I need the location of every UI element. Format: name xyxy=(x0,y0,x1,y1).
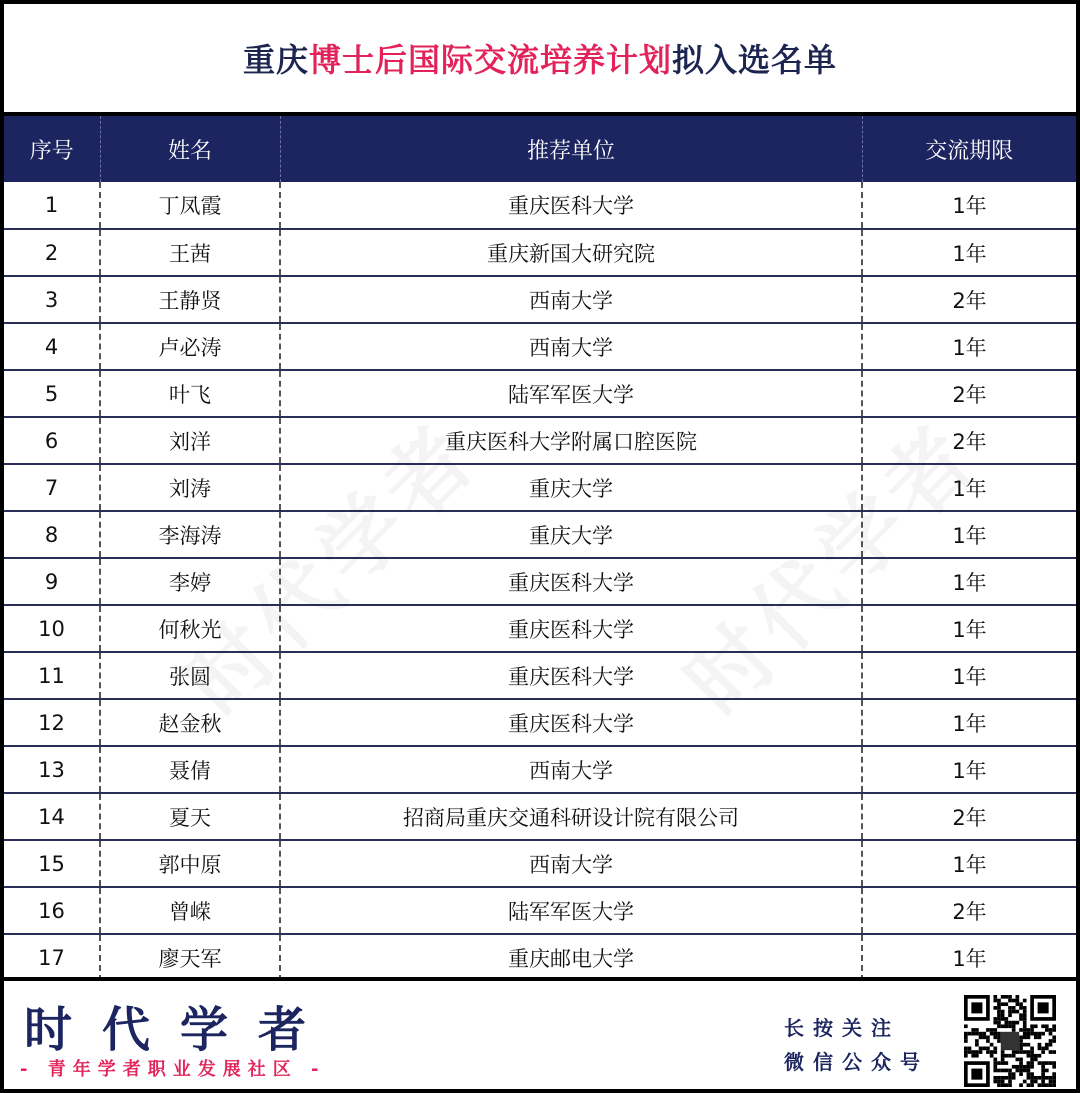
row-unit: 西南大学 xyxy=(280,323,862,370)
table-row xyxy=(4,652,1076,699)
header-unit: 推荐单位 xyxy=(280,116,862,182)
follow-prompt xyxy=(784,1011,929,1079)
row-name: 赵金秋 xyxy=(100,699,280,746)
row-name: 李海涛 xyxy=(100,511,280,558)
row-unit: 西南大学 xyxy=(280,276,862,323)
row-name: 丁凤霞 xyxy=(100,182,280,229)
row-index: 17 xyxy=(4,934,100,981)
row-index: 13 xyxy=(4,746,100,793)
brand-slogan: - 青年学者职业发展社区 - xyxy=(20,1059,326,1080)
row-unit: 招商局重庆交通科研设计院有限公司 xyxy=(280,793,862,840)
table-row xyxy=(4,370,1076,417)
table-body xyxy=(4,182,1076,981)
row-name: 叶飞 xyxy=(100,370,280,417)
row-index: 12 xyxy=(4,699,100,746)
row-duration: 1年 xyxy=(862,558,1076,605)
row-name: 何秋光 xyxy=(100,605,280,652)
table-row xyxy=(4,793,1076,840)
row-duration: 1年 xyxy=(862,511,1076,558)
row-duration: 2年 xyxy=(862,370,1076,417)
row-index: 7 xyxy=(4,464,100,511)
qr-code-icon[interactable] xyxy=(962,995,1058,1087)
header-duration: 交流期限 xyxy=(925,138,1014,164)
row-index: 15 xyxy=(4,840,100,887)
row-index: 14 xyxy=(4,793,100,840)
row-duration: 1年 xyxy=(862,840,1076,887)
table-row xyxy=(4,558,1076,605)
follow-line-2: 微信公众号 xyxy=(784,1050,929,1074)
row-duration: 1年 xyxy=(862,746,1076,793)
page-frame xyxy=(4,4,1076,1089)
row-duration: 1年 xyxy=(862,229,1076,276)
row-unit: 重庆医科大学 xyxy=(280,558,862,605)
row-name: 夏天 xyxy=(100,793,280,840)
row-duration: 1年 xyxy=(862,464,1076,511)
row-duration: 1年 xyxy=(862,652,1076,699)
row-unit: 重庆新国大研究院 xyxy=(280,229,862,276)
row-name: 张圆 xyxy=(100,652,280,699)
table-row xyxy=(4,840,1076,887)
table-row xyxy=(4,887,1076,934)
table-row xyxy=(4,934,1076,981)
row-index: 1 xyxy=(4,182,100,229)
row-index: 16 xyxy=(4,887,100,934)
row-unit: 重庆邮电大学 xyxy=(280,934,862,981)
table-row xyxy=(4,464,1076,511)
row-unit: 重庆大学 xyxy=(280,511,862,558)
row-unit: 重庆医科大学 xyxy=(280,605,862,652)
table-row xyxy=(4,276,1076,323)
table-row xyxy=(4,511,1076,558)
row-unit: 陆军军医大学 xyxy=(280,887,862,934)
title-bar xyxy=(4,4,1076,116)
footer xyxy=(4,977,1076,1089)
row-unit: 重庆医科大学附属口腔医院 xyxy=(280,417,862,464)
table-header-row xyxy=(4,116,1076,182)
row-name: 曾嵘 xyxy=(100,887,280,934)
table-row xyxy=(4,182,1076,229)
row-duration: 1年 xyxy=(952,947,987,971)
row-index: 9 xyxy=(4,558,100,605)
title-suffix: 拟入选名单 xyxy=(672,41,838,79)
row-name: 廖天军 xyxy=(100,934,280,981)
row-unit: 重庆医科大学 xyxy=(280,699,862,746)
title-highlight: 博士后国际交流培养计划 xyxy=(308,41,672,79)
row-unit: 西南大学 xyxy=(280,840,862,887)
table-row xyxy=(4,417,1076,464)
row-unit: 西南大学 xyxy=(280,746,862,793)
row-duration: 2年 xyxy=(862,793,1076,840)
table-row xyxy=(4,229,1076,276)
row-index: 10 xyxy=(4,605,100,652)
row-index: 2 xyxy=(4,229,100,276)
row-name: 王茜 xyxy=(100,229,280,276)
row-unit: 陆军军医大学 xyxy=(280,370,862,417)
page-title xyxy=(243,35,837,81)
follow-line-1: 长按关注 xyxy=(784,1016,900,1040)
row-duration: 1年 xyxy=(862,605,1076,652)
row-index: 4 xyxy=(4,323,100,370)
table-row xyxy=(4,323,1076,370)
row-duration: 1年 xyxy=(862,323,1076,370)
row-duration: 1年 xyxy=(862,182,1076,229)
row-index: 11 xyxy=(4,652,100,699)
row-name: 刘涛 xyxy=(100,464,280,511)
row-index: 5 xyxy=(4,370,100,417)
row-name: 王静贤 xyxy=(100,276,280,323)
candidate-table xyxy=(4,116,1076,981)
row-index: 3 xyxy=(4,276,100,323)
header-name: 姓名 xyxy=(100,116,280,182)
row-name: 李婷 xyxy=(100,558,280,605)
title-prefix: 重庆 xyxy=(242,41,309,79)
brand-name: 时代学者 xyxy=(24,1002,337,1058)
row-name: 郭中原 xyxy=(100,840,280,887)
row-duration: 2年 xyxy=(862,887,1076,934)
row-duration: 2年 xyxy=(862,276,1076,323)
table-row xyxy=(4,605,1076,652)
row-name: 卢必涛 xyxy=(100,323,280,370)
row-unit: 重庆大学 xyxy=(280,464,862,511)
row-unit: 重庆医科大学 xyxy=(280,652,862,699)
row-unit: 重庆医科大学 xyxy=(280,182,862,229)
header-index: 序号 xyxy=(4,116,100,182)
row-name: 刘洋 xyxy=(100,417,280,464)
row-index: 8 xyxy=(4,511,100,558)
row-index: 6 xyxy=(4,417,100,464)
table-row xyxy=(4,699,1076,746)
row-duration: 1年 xyxy=(862,699,1076,746)
row-name: 聂倩 xyxy=(100,746,280,793)
table-row xyxy=(4,746,1076,793)
row-duration: 2年 xyxy=(862,417,1076,464)
